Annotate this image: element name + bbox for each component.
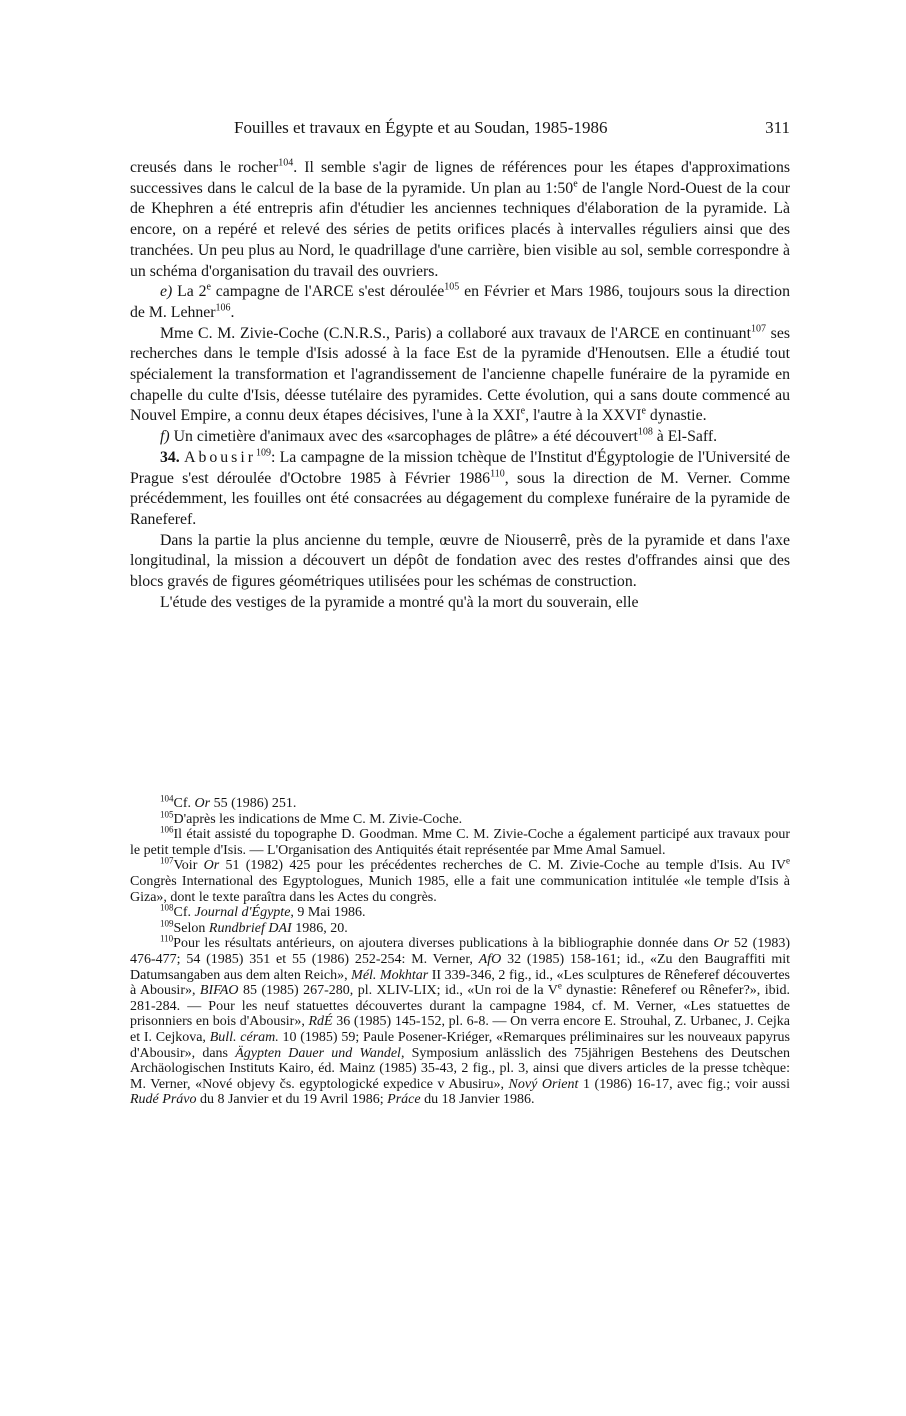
footnote-ref-107: 107 xyxy=(750,323,766,335)
text-run: 36 (1985) 145-152, pl. 6-8. — On verra encore E. Strouhal, Z. Urbanec, J. Cejka et I. Cejkova, xyxy=(130,1014,790,1045)
text-run: 10 (1985) 59; Paule Posener-Kriéger, «Remarques préliminaires sur les nouveaux papyrus d'Abousir», dans xyxy=(130,1029,790,1061)
paragraph-3 xyxy=(130,324,790,428)
journal-title: Nový Orient xyxy=(508,1076,579,1092)
text-run: du 18 Janvier 1986. xyxy=(420,1092,535,1108)
footnote-109 xyxy=(130,918,790,937)
text-run: à El-Saff. xyxy=(652,428,718,446)
text-run: Congrès International des Egyptologues, Munich 1985, elle a fait une communication intitulée «le temple d'Isis à Giza», dont le texte paraîtra dans les Actes du congrès. xyxy=(130,873,790,905)
footnote-ref-109: 109 xyxy=(255,447,271,459)
text-run: Selon xyxy=(173,920,209,936)
text-run: Pour les résultats antérieurs, on ajoutera diverses publications à la bibliographie donnée dans xyxy=(173,936,714,952)
footnote-ref-108: 108 xyxy=(637,426,653,438)
footnote-ref-110: 110 xyxy=(490,468,505,480)
footnote-ref-105: 105 xyxy=(444,281,460,293)
section-number: 34. xyxy=(160,448,180,466)
text-run: II 339-346, 2 fig., id., «Les sculptures de Rêneferef découvertes à Abousir», xyxy=(130,967,791,999)
journal-abbrev: Bull. céram. xyxy=(209,1029,279,1045)
footnote-number: 107 xyxy=(160,855,174,866)
text-run: de l'angle Nord-Ouest de la cour de Khephren a été entrepris afin d'étudier les anciennes techniques d'élaboration de la pyramide. Là encore, on a repéré et relevé des séries de petits orifices placés à intervalles réguliers ainsi que des tranchées. Un peu plus au Nord, le quadrillage d'une carrière, bien visible au sol, semble correspondre à un schéma d'organisation du travail des ouvriers. xyxy=(130,179,790,280)
text-run: , 9 Mai 1986. xyxy=(290,905,366,921)
journal-abbrev: Or xyxy=(203,858,220,874)
text-run: , Symposium anlässlich des 75jährigen Bestehens des Deutschen Archäologischen Instituts Kairo, éd. Mainz (1985) 35-43, 2 fig., pl. 3, ainsi que divers articles de la presse tchèque: M. Verner, «Nové objevy čs. egyptologické expedice v Abusiru», xyxy=(130,1045,791,1092)
paragraph-5 xyxy=(130,448,790,531)
footnote-105 xyxy=(130,808,790,828)
footnote-104 xyxy=(130,793,790,812)
text-run: ses recherches dans le temple d'Isis adossé à la face Est de la pyramide d'Henoutsen. Elle a étudié tout spécialement la transformation et l'agrandissement de l'ancienne chapelle funéraire de la pyramide en chapelle du culte d'Isis, déesse tutélaire des pyramides. Cette évolution, qui a sans doute commencé au Nouvel Empire, a connu deux étapes décisives, l'une à la XXI xyxy=(130,324,790,425)
text-run: en Février et Mars 1986, toujours sous la direction de M. Lehner xyxy=(130,283,790,321)
book-title: Ägypten Dauer und Wandel xyxy=(235,1045,401,1061)
text-run: D'après les indications de Mme C. M. Zivie-Coche. xyxy=(173,811,463,827)
text-run: Voir xyxy=(173,858,204,874)
footnote-ref-106: 106 xyxy=(215,302,231,314)
main-text xyxy=(130,158,790,613)
superscript: e xyxy=(557,980,562,991)
text-run: Cf. xyxy=(173,905,195,921)
footnote-number: 106 xyxy=(160,824,174,835)
footnote-number: 105 xyxy=(160,808,174,819)
text-run: La 2 xyxy=(172,283,207,301)
journal-abbrev: Or xyxy=(194,796,211,811)
site-name: Abousir xyxy=(184,448,256,466)
paragraph-2 xyxy=(130,282,790,323)
newspaper-title: Práce xyxy=(387,1092,421,1108)
footnote-106 xyxy=(130,824,790,858)
superscript: e xyxy=(206,281,211,293)
text-run: Mme C. M. Zivie-Coche (C.N.R.S., Paris) a collaboré aux travaux de l'ARCE en continuant xyxy=(160,324,751,342)
footnote-number: 109 xyxy=(160,918,174,929)
running-title: Fouilles et travaux en Égypte et au Soudan, 1985-1986 xyxy=(234,118,608,137)
page-number: 311 xyxy=(765,118,790,137)
journal-title: Rundbrief DAI xyxy=(208,920,292,936)
journal-abbrev: Mél. Mokhtar xyxy=(351,967,429,983)
journal-abbrev: Or xyxy=(713,936,730,952)
footnote-108 xyxy=(130,902,790,921)
paragraph-1 xyxy=(130,158,790,282)
text-run: Un cimetière d'animaux avec des «sarcophages de plâtre» a été découvert xyxy=(169,428,638,446)
journal-abbrev: BIFAO xyxy=(199,983,239,999)
footnote-number: 110 xyxy=(160,933,174,944)
text-run: Il était assisté du topographe D. Goodman. Mme C. M. Zivie-Coche a également participé aux travaux pour le petit temple d'Isis. — L'Organisation des Antiquités était représentée par Mme Amal Samuel. xyxy=(130,827,790,858)
paragraph-6: Dans la partie la plus ancienne du temple, œuvre de Niouserrê, près de la pyramide et dans l'axe longitudinal, la mission a découvert un dépôt de fondation avec des restes d'offrandes ainsi que des blocs gravés de figures géométriques utilisées pour les schémas de construction. xyxy=(130,531,790,591)
text-run: Cf. xyxy=(173,796,195,811)
text-run: 51 (1982) 425 pour les précédentes recherches de C. M. Zivie-Coche au temple d'Isis. Au IV xyxy=(219,858,786,874)
text-run: 1986, 20. xyxy=(291,920,348,936)
text-run: , l'autre à la XXVI xyxy=(525,407,642,425)
footnote-110 xyxy=(130,933,791,1108)
footnote-number: 108 xyxy=(160,902,174,913)
text-run: 85 (1985) 267-280, pl. XLIV-LIX; id., «Un roi de la V xyxy=(238,983,558,999)
paragraph-4 xyxy=(130,427,790,448)
text-run: 32 (1985) 158-161; id., «Zu den Baugraffiti mit Datumsangaben aus dem alten Reich», xyxy=(130,951,790,983)
list-label: f) xyxy=(160,428,170,446)
footnotes xyxy=(130,793,791,1108)
text-run: du 8 Janvier et du 19 Avril 1986; xyxy=(196,1092,388,1108)
text-run: 55 (1986) 251. xyxy=(210,796,297,811)
text-run: dynastie: Rêneferef ou Rênefer?», ibid. 281-284. — Pour les neuf statuettes découvertes durant la campagne 1984, cf. M. Verner, «Les statuettes de prisonniers en bois d'Abousir», xyxy=(130,983,790,1030)
text-run: campagne de l'ARCE s'est déroulée xyxy=(210,283,445,301)
text-run: . Il semble s'agir de lignes de références pour les étapes d'approximations successives dans le calcul de la base de la pyramide. Un plan au 1:50 xyxy=(130,159,790,197)
superscript: e xyxy=(641,406,646,418)
text-run: . xyxy=(230,303,235,321)
footnote-ref-104: 104 xyxy=(278,157,294,169)
superscript: e xyxy=(573,178,578,190)
text-run: dynastie. xyxy=(645,407,707,425)
text-run: 1 (1986) 16-17, avec fig.; voir aussi xyxy=(578,1076,790,1092)
newspaper-title: Rudé Právo xyxy=(130,1092,197,1108)
text-run: 52 (1983) 476-477; 54 (1985) 351 et 55 (1986) 252-254: M. Verner, xyxy=(130,936,790,967)
superscript: e xyxy=(786,855,790,866)
footnote-107 xyxy=(130,855,790,905)
paragraph-7: L'étude des vestiges de la pyramide a montré qu'à la mort du souverain, elle xyxy=(160,593,639,611)
text-run: creusés dans le rocher xyxy=(130,159,279,176)
journal-abbrev: AfO xyxy=(478,951,502,967)
text-run: , sous la direction de M. Verner. Comme précédemment, les fouilles ont été consacrées au dégagement du complexe funéraire de la pyramide de Raneferef. xyxy=(130,469,790,528)
journal-abbrev: RdÉ xyxy=(308,1014,333,1030)
footnote-number: 104 xyxy=(160,793,174,804)
list-label: e) xyxy=(160,283,173,301)
page-header xyxy=(130,115,790,141)
journal-title: Journal d'Égypte xyxy=(194,905,291,921)
superscript: e xyxy=(520,406,526,418)
text-run: : La campagne de la mission tchèque de l'Institut d'Égyptologie de l'Université de Prague s'est déroulée d'Octobre 1985 à Février 1986 xyxy=(130,448,791,487)
